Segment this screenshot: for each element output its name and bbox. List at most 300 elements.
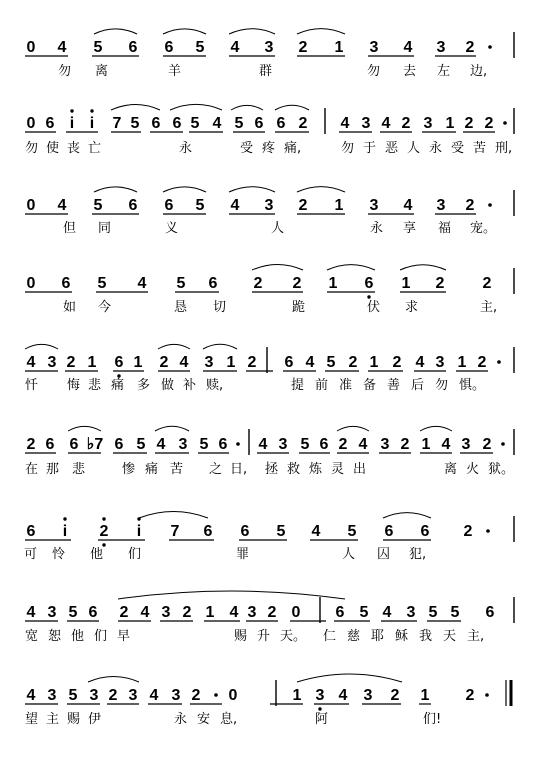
lyric-char: 主, (480, 300, 498, 315)
note: 6 (69, 436, 79, 453)
lyric-char: 备 (363, 378, 377, 393)
note: 5 (195, 39, 205, 56)
lyric-char: 刑, (495, 141, 513, 156)
note: 4 (26, 687, 36, 704)
lyric-char: 狱。 (488, 462, 515, 477)
note: 4 (26, 354, 36, 371)
lyric-char: 勿 (367, 64, 381, 79)
note: i (136, 523, 142, 540)
slur (383, 513, 431, 518)
slur (231, 105, 263, 110)
lyric-char: 们 (128, 547, 142, 562)
note: 2 (465, 197, 475, 214)
lyric-char: 宽 (25, 629, 39, 644)
lyric-char: 灵 (331, 462, 345, 477)
note: 6 (128, 197, 138, 214)
note: 1 (292, 687, 302, 704)
note: 2 (298, 197, 308, 214)
note: 5 (190, 115, 200, 132)
note: 5 (176, 275, 186, 292)
lyric-char: 主, (467, 629, 485, 644)
lyric-char: 早 (117, 629, 131, 644)
note: 1 (334, 197, 344, 214)
note: 1 (334, 39, 344, 56)
note: 7 (112, 115, 122, 132)
lyric-char: 人 (271, 221, 285, 236)
dotted-note-dot (214, 693, 218, 697)
lyric-char: 恶 (385, 141, 399, 156)
lyric-char: 做 (161, 378, 175, 393)
lyric-char: 离 (444, 462, 458, 477)
lyric-char: 们! (423, 712, 442, 727)
slur (163, 29, 206, 34)
lyric-char: 后 (411, 378, 425, 393)
lyric-char: 火 (466, 462, 480, 477)
note: 4 (305, 354, 315, 371)
lyric-char: 惧。 (459, 378, 486, 393)
slur (94, 29, 137, 34)
note: 6 (45, 436, 55, 453)
note: 6 (485, 604, 495, 621)
note: 2 (400, 436, 410, 453)
note: i (69, 115, 75, 132)
note: 2 (390, 687, 400, 704)
note: 3 (369, 39, 379, 56)
lyric-char: 疼 (262, 141, 276, 156)
lyric-char: 炼 (309, 462, 323, 477)
dotted-note-dot (486, 529, 490, 533)
high-octave-dot (63, 517, 66, 520)
lyric-char: 福 (438, 221, 452, 236)
note: 2 (482, 275, 492, 292)
note: i (62, 523, 68, 540)
note: 4 (258, 436, 268, 453)
lyric-char: 悔 (67, 378, 81, 393)
lyric-char: 望 (25, 712, 39, 727)
lyric-char: 前 (315, 378, 329, 393)
note: 3 (435, 354, 445, 371)
lyric-char: 离 (95, 64, 109, 79)
slur (337, 426, 369, 431)
note: 5 (68, 687, 78, 704)
note: 2 (464, 115, 474, 132)
lyric-char: 羊 (168, 64, 182, 79)
note: 3 (363, 687, 373, 704)
note: 4 (149, 687, 159, 704)
lyric-char: 边, (470, 64, 488, 79)
note: 4 (140, 604, 150, 621)
note: ♭7 (86, 436, 104, 453)
note: 7 (170, 523, 180, 540)
note: 1 (445, 115, 455, 132)
lyric-char: 伏 (367, 300, 381, 315)
note: 5 (97, 275, 107, 292)
note: 6 (284, 354, 294, 371)
note: 4 (403, 197, 413, 214)
note: 6 (203, 523, 213, 540)
lyric-char: 伊 (88, 712, 102, 727)
note: i (89, 115, 95, 132)
lyric-char: 勿 (435, 378, 449, 393)
slur (420, 426, 452, 431)
lyric-char: 永 (429, 141, 443, 156)
note: 4 (57, 39, 67, 56)
note: 4 (230, 39, 240, 56)
high-octave-dot (90, 109, 93, 112)
note: 6 (61, 275, 71, 292)
note: 5 (93, 197, 103, 214)
note: 1 (457, 354, 467, 371)
note: 0 (26, 39, 36, 56)
note: 4 (358, 436, 368, 453)
lyric-char: 天。 (280, 629, 307, 644)
note: 2 (465, 39, 475, 56)
note: 1 (420, 687, 430, 704)
lyric-char: 跪 (292, 300, 306, 315)
note: 3 (128, 687, 138, 704)
lyric-char: 人 (407, 141, 421, 156)
lyric-char: 阿 (315, 712, 329, 727)
lyric-char: 亡 (88, 141, 102, 156)
slur (111, 105, 160, 110)
note: 4 (441, 436, 451, 453)
slur (297, 674, 402, 682)
slur (158, 344, 190, 349)
note: 4 (179, 354, 189, 371)
note: 2 (66, 354, 76, 371)
lyric-char: 永 (174, 712, 188, 727)
low-octave-dot (102, 543, 105, 546)
note: 6 (254, 115, 264, 132)
lyric-char: 罪 (236, 547, 250, 562)
lyric-char: 如 (63, 300, 77, 315)
note: 2 (253, 275, 263, 292)
lyric-char: 群 (259, 64, 273, 79)
note: 3 (278, 436, 288, 453)
note: 6 (172, 115, 182, 132)
slur (275, 105, 309, 110)
lyric-char: 息, (220, 712, 238, 727)
lyric-char: 在 (25, 462, 39, 477)
slur (229, 29, 275, 34)
lyric-char: 去 (403, 64, 417, 79)
note: 1 (421, 436, 431, 453)
lyric-char: 赐 (234, 629, 248, 644)
note: 3 (171, 687, 181, 704)
note: 2 (99, 523, 109, 540)
lyric-char: 于 (363, 141, 377, 156)
note: 3 (369, 197, 379, 214)
low-octave-dot (367, 295, 370, 298)
note: 3 (264, 197, 274, 214)
dotted-note-dot (497, 360, 501, 364)
lyric-char: 多 (137, 378, 151, 393)
note: 6 (208, 275, 218, 292)
note: 5 (136, 436, 146, 453)
note: 5 (276, 523, 286, 540)
slur (170, 104, 222, 110)
lyric-char: 升 (257, 629, 271, 644)
note: 4 (311, 523, 321, 540)
lyric-char: 受 (240, 141, 254, 156)
lyric-char: 勿 (341, 141, 355, 156)
note: 3 (178, 436, 188, 453)
note: 2 (463, 523, 473, 540)
lyric-char: 享 (403, 221, 417, 236)
lyric-char: 安 (197, 712, 211, 727)
slur (400, 265, 446, 270)
slur (118, 591, 345, 599)
note: 3 (406, 604, 416, 621)
lyric-char: 痛, (284, 141, 302, 156)
slur (297, 187, 345, 192)
lyric-char: 赎, (206, 378, 224, 393)
note: 3 (461, 436, 471, 453)
lyric-char: 宠。 (470, 221, 497, 236)
lyric-char: 救 (287, 462, 301, 477)
note: 0 (26, 115, 36, 132)
lyric-char: 勿 (58, 64, 72, 79)
note: 3 (247, 604, 257, 621)
lyric-char: 使 (46, 141, 60, 156)
note: 6 (114, 354, 124, 371)
notation-layer (24, 29, 514, 727)
slur (68, 426, 101, 431)
dotted-note-dot (236, 442, 240, 446)
note: 3 (47, 354, 57, 371)
note: 5 (300, 436, 310, 453)
note: 2 (267, 604, 277, 621)
note: 5 (347, 523, 357, 540)
note: 0 (291, 604, 301, 621)
lyric-char: 他 (90, 547, 104, 562)
lyric-char: 赐 (67, 712, 81, 727)
note: 4 (229, 604, 239, 621)
note: 2 (348, 354, 358, 371)
note: 2 (338, 436, 348, 453)
dotted-note-dot (501, 442, 505, 446)
note: 4 (26, 604, 36, 621)
note: 6 (151, 115, 161, 132)
lyric-char: 切 (213, 300, 227, 315)
high-octave-dot (137, 517, 140, 520)
note: 4 (156, 436, 166, 453)
note: 2 (401, 115, 411, 132)
note: 3 (47, 687, 57, 704)
note: 1 (328, 275, 338, 292)
note: 4 (57, 197, 67, 214)
note: 3 (423, 115, 433, 132)
lyric-char: 今 (98, 300, 112, 315)
note: 6 (420, 523, 430, 540)
slur (203, 344, 237, 349)
lyric-char: 提 (291, 378, 305, 393)
note: 0 (26, 197, 36, 214)
high-octave-dot (102, 517, 105, 520)
note: 6 (45, 115, 55, 132)
note: 2 (247, 354, 257, 371)
lyric-char: 痛 (111, 378, 125, 393)
note: 2 (477, 354, 487, 371)
note: 3 (89, 687, 99, 704)
lyric-char: 勿 (25, 141, 39, 156)
slur (163, 187, 206, 192)
note: 1 (401, 275, 411, 292)
lyric-char: 拯 (265, 462, 279, 477)
lyric-char: 痛 (145, 462, 159, 477)
note: 6 (384, 523, 394, 540)
dotted-note-dot (485, 693, 489, 697)
note: 2 (292, 275, 302, 292)
lyric-char: 忏 (25, 378, 39, 393)
note: 4 (212, 115, 222, 132)
note: 5 (326, 354, 336, 371)
lyric-char: 怜 (52, 547, 66, 562)
slur (252, 264, 303, 270)
lyric-char: 主 (46, 712, 60, 727)
note: 3 (161, 604, 171, 621)
note: 3 (47, 604, 57, 621)
note: 6 (276, 115, 286, 132)
lyric-char: 同 (98, 221, 112, 236)
note: 4 (415, 354, 425, 371)
lyric-char: 稣 (395, 629, 409, 644)
note: 6 (319, 436, 329, 453)
note: 2 (298, 115, 308, 132)
lyric-char: 他 (71, 629, 85, 644)
note: 4 (381, 115, 391, 132)
lyric-char: 囚 (377, 547, 391, 562)
slur (155, 426, 189, 431)
note: 2 (482, 436, 492, 453)
note: 2 (182, 604, 192, 621)
note: 5 (195, 197, 205, 214)
note: 5 (359, 604, 369, 621)
note: 3 (436, 39, 446, 56)
lyric-char: 我 (419, 629, 433, 644)
lyric-char: 犯, (409, 547, 427, 562)
note: 5 (450, 604, 460, 621)
note: 0 (228, 687, 238, 704)
slur (297, 29, 345, 34)
note: 0 (26, 275, 36, 292)
note: 2 (484, 115, 494, 132)
note: 6 (335, 604, 345, 621)
note: 5 (234, 115, 244, 132)
note: 3 (380, 436, 390, 453)
lyric-char: 恕 (48, 629, 62, 644)
note: 2 (392, 354, 402, 371)
note: 3 (264, 39, 274, 56)
slur (88, 676, 139, 682)
note: 1 (87, 354, 97, 371)
lyric-char: 但 (63, 221, 77, 236)
lyric-char: 苦 (170, 462, 184, 477)
lyric-char: 仁 (323, 629, 337, 644)
note: 2 (191, 687, 201, 704)
lyric-char: 可 (24, 547, 38, 562)
slur (229, 187, 275, 192)
lyric-char: 出 (353, 462, 367, 477)
note: 4 (338, 687, 348, 704)
note: 5 (428, 604, 438, 621)
note: 6 (164, 39, 174, 56)
lyric-char: 苦 (473, 141, 487, 156)
note: 2 (119, 604, 129, 621)
note: 2 (298, 39, 308, 56)
note: 3 (315, 687, 325, 704)
slur (139, 512, 208, 518)
lyric-char: 补 (183, 378, 197, 393)
note: 1 (369, 354, 379, 371)
note: 2 (159, 354, 169, 371)
note: 3 (436, 197, 446, 214)
lyric-char: 求 (405, 300, 419, 315)
note: 2 (26, 436, 36, 453)
lyric-char: 善 (387, 378, 401, 393)
note: 6 (240, 523, 250, 540)
high-octave-dot (70, 109, 73, 112)
low-octave-dot (117, 374, 120, 377)
note: 6 (26, 523, 36, 540)
dotted-note-dot (488, 203, 492, 207)
note: 4 (382, 604, 392, 621)
note: 6 (128, 39, 138, 56)
note: 4 (340, 115, 350, 132)
lyric-char: 那 (46, 462, 60, 477)
note: 4 (137, 275, 147, 292)
note: 3 (204, 354, 214, 371)
note: 6 (114, 436, 124, 453)
lyric-char: 日, (230, 462, 248, 477)
note: 6 (218, 436, 228, 453)
lyric-char: 恳 (174, 300, 188, 315)
note: 1 (226, 354, 236, 371)
low-octave-dot (318, 707, 321, 710)
note: 1 (205, 604, 215, 621)
note: 2 (465, 687, 475, 704)
note: 2 (435, 275, 445, 292)
lyric-char: 慈 (347, 629, 361, 644)
lyric-char: 天 (443, 629, 457, 644)
note: 4 (230, 197, 240, 214)
lyric-char: 们 (94, 629, 108, 644)
lyric-char: 左 (437, 64, 451, 79)
lyric-char: 悲 (88, 378, 102, 393)
note: 5 (130, 115, 140, 132)
lyric-char: 耶 (371, 629, 385, 644)
lyric-char: 惨 (122, 462, 136, 477)
dotted-note-dot (503, 121, 507, 125)
note: 3 (361, 115, 371, 132)
lyric-char: 准 (339, 378, 353, 393)
note: 6 (364, 275, 374, 292)
note: 5 (93, 39, 103, 56)
note: 2 (108, 687, 118, 704)
note: 4 (403, 39, 413, 56)
note: 1 (133, 354, 143, 371)
lyric-char: 悲 (72, 462, 86, 477)
lyric-char: 义 (165, 221, 179, 236)
note: 6 (164, 197, 174, 214)
dotted-note-dot (488, 45, 492, 49)
note: 6 (88, 604, 98, 621)
slur (327, 265, 375, 270)
lyric-char: 永 (370, 221, 384, 236)
note: 5 (68, 604, 78, 621)
slur (25, 344, 58, 349)
note: 5 (199, 436, 209, 453)
